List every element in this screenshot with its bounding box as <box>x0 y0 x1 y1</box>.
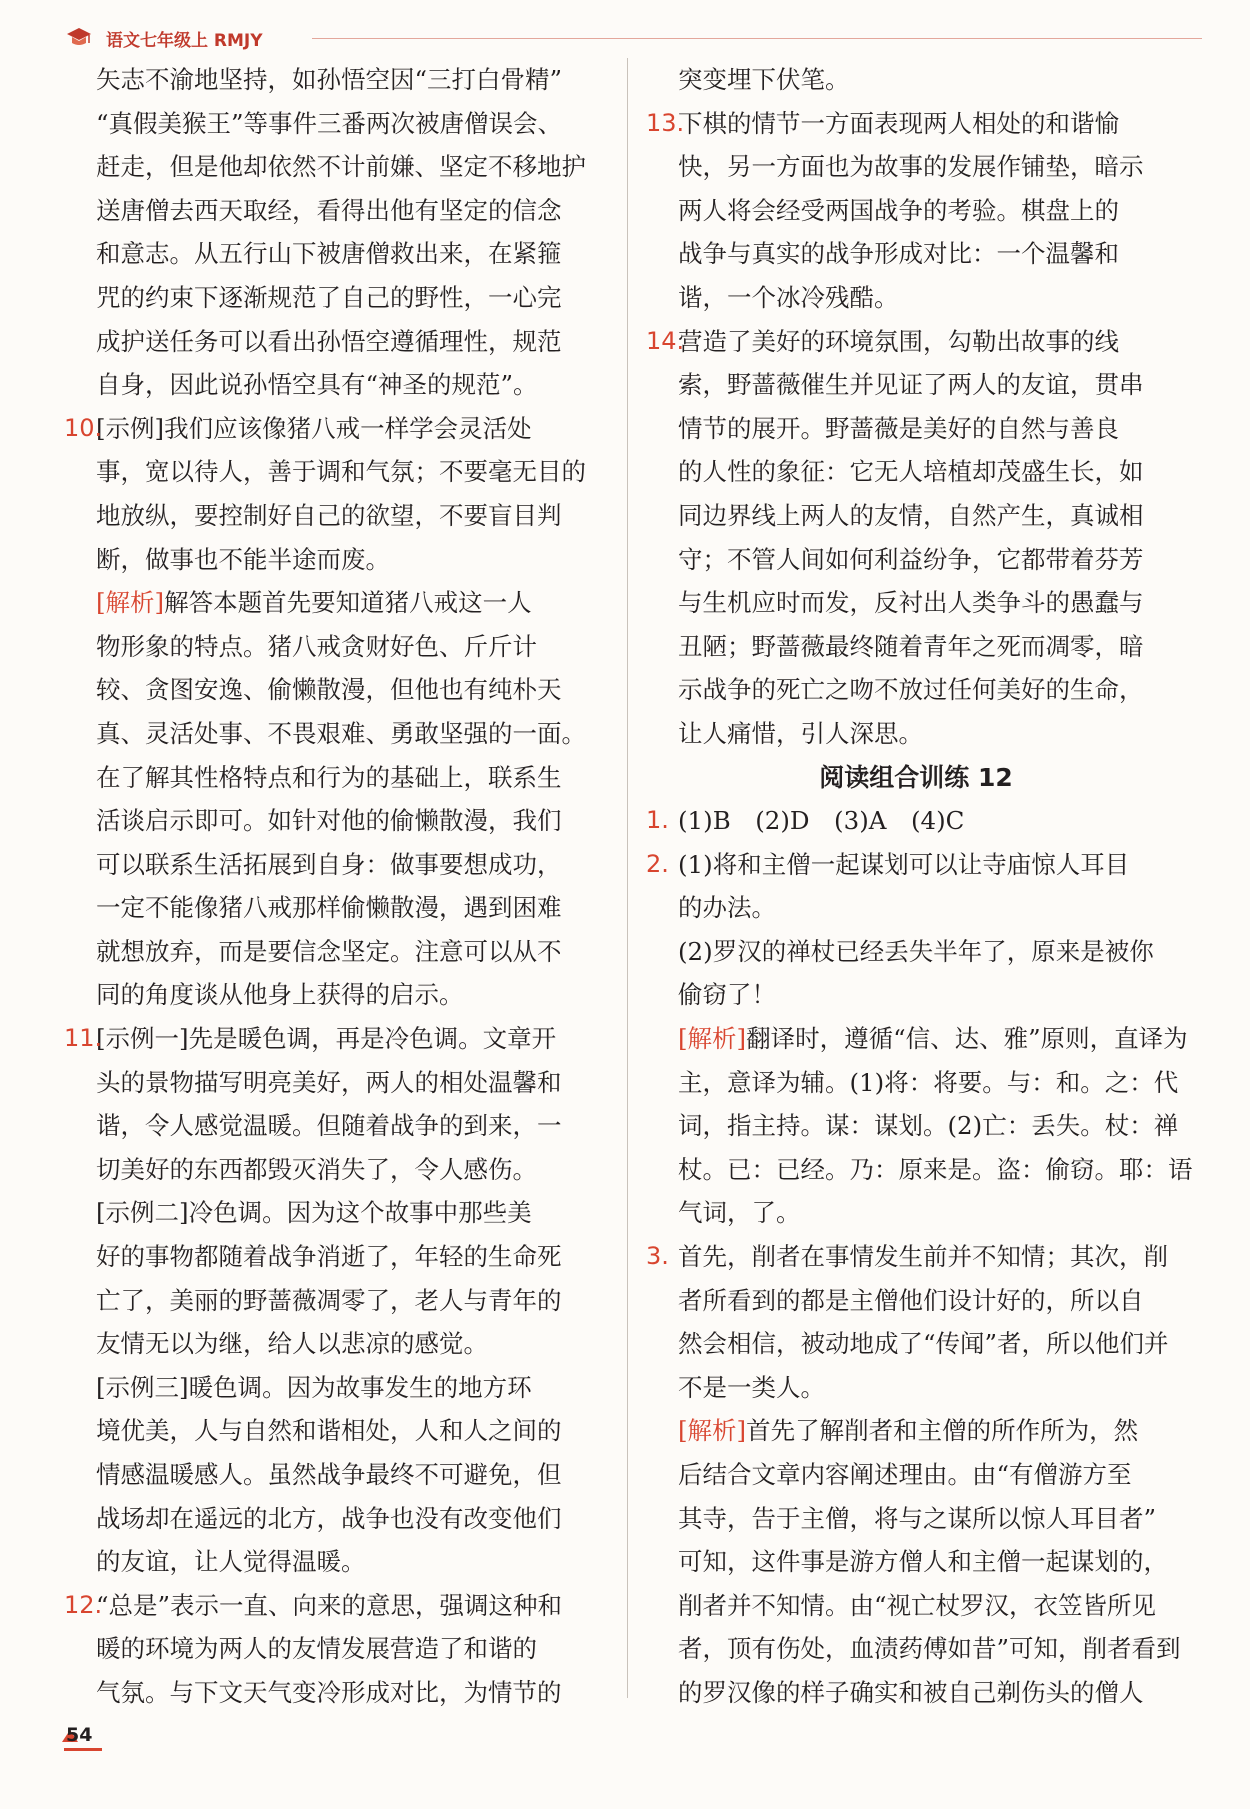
text-line <box>646 102 1186 146</box>
text-line <box>646 625 1186 669</box>
text-line <box>64 276 604 320</box>
text-line <box>646 145 1186 189</box>
line-text: 战场却在遥远的北方，战争也没有改变他们 <box>96 1503 562 1533</box>
line-text: 营造了美好的环境氛围，勾勒出故事的线 <box>678 326 1119 356</box>
line-text: 其寺，告于主僧，将与之谋所以惊人耳目者” <box>678 1503 1157 1533</box>
analysis-tag: [解析] <box>678 1416 747 1446</box>
text-line <box>64 363 604 407</box>
line-text: 然会相信，被动地成了“传闻”者，所以他们并 <box>678 1329 1169 1359</box>
text-line <box>64 1148 604 1192</box>
text-line <box>64 1061 604 1105</box>
text-line <box>646 1279 1186 1323</box>
line-text: 的罗汉像的样子确实和被自己剃伤头的僧人 <box>678 1677 1144 1707</box>
line-text: 情感温暖感人。虽然战争最终不可避免，但 <box>96 1460 562 1489</box>
text-line <box>64 756 604 800</box>
line-text: 索，野蔷薇催生并见证了两人的友谊，贯串 <box>678 370 1144 400</box>
text-line <box>646 276 1186 320</box>
line-text: 矢志不渝地坚持，如孙悟空因“三打白骨精” <box>96 65 563 94</box>
text-line <box>646 363 1186 407</box>
text-line <box>646 232 1186 276</box>
line-text: 快，另一方面也为故事的发展作铺垫，暗示 <box>678 152 1144 182</box>
line-text: (1)B (2)D (3)A (4)C <box>678 806 965 836</box>
column-divider <box>627 58 628 1698</box>
line-text: 一定不能像猪八戒那样偷懒散漫，遇到困难 <box>96 893 562 923</box>
text-line <box>64 843 604 887</box>
text-line <box>64 1322 604 1366</box>
line-text: 两人将会经受两国战争的考验。棋盘上的 <box>678 195 1119 225</box>
line-text: 的友谊，让人觉得温暖。 <box>96 1547 366 1577</box>
line-text: 送唐僧去西天取经，看得出他有坚定的信念 <box>96 195 562 225</box>
text-line <box>646 58 1186 102</box>
text-line <box>646 930 1186 974</box>
line-text: 赶走，但是他却依然不计前嫌、坚定不移地护 <box>96 152 586 182</box>
text-line <box>646 1322 1186 1366</box>
page-header <box>62 22 1202 52</box>
line-text: (2)罗汉的禅杖已经丢失半年了，原来是被你 <box>678 936 1154 966</box>
text-line <box>646 320 1186 364</box>
line-text: 后结合文章内容阐述理由。由“有僧游方至 <box>678 1460 1132 1489</box>
text-line <box>646 1017 1186 1061</box>
text-line <box>64 668 604 712</box>
line-text: 示战争的死亡之吻不放过任何美好的生命， <box>678 675 1144 705</box>
text-line <box>646 1235 1186 1279</box>
text-line <box>646 450 1186 494</box>
text-line <box>64 799 604 843</box>
text-line <box>64 145 604 189</box>
text-line <box>646 1409 1186 1453</box>
text-line <box>64 973 604 1017</box>
line-text: “真假美猴王”等事件三番两次被唐僧误会、 <box>96 108 563 138</box>
line-text: 战争与真实的战争形成对比：一个温馨和 <box>678 239 1119 269</box>
text-line <box>646 494 1186 538</box>
line-text: 咒的约束下逐渐规范了自己的野性，一心完 <box>96 282 562 312</box>
line-text: 翻译时，遵循“信、达、雅”原则，直译为 <box>746 1024 1188 1054</box>
text-line <box>64 886 604 930</box>
text-line <box>64 102 604 146</box>
line-text: 首先了解削者和主僧的所作所为，然 <box>746 1416 1139 1446</box>
line-text: 者，顶有伤处，血渍药傅如昔”可知，削者看到 <box>678 1634 1181 1664</box>
line-text: 境优美，人与自然和谐相处，人和人之间的 <box>96 1416 562 1446</box>
line-text: 气氛。与下文天气变冷形成对比，为情节的 <box>96 1677 562 1707</box>
line-text: 下棋的情节一方面表现两人相处的和谐愉 <box>678 108 1119 138</box>
text-line <box>64 581 604 625</box>
analysis-tag: [解析] <box>96 588 165 618</box>
text-line <box>64 232 604 276</box>
text-line <box>64 1584 604 1628</box>
text-line <box>646 581 1186 625</box>
line-text: 的办法。 <box>678 893 776 923</box>
line-text: 守；不管人间如何利益纷争，它都带着芬芳 <box>678 544 1144 574</box>
line-text: 断，做事也不能半途而废。 <box>96 544 390 574</box>
question-number: 3. <box>646 1242 669 1271</box>
question-number: 13. <box>646 108 685 137</box>
text-line <box>646 407 1186 451</box>
line-text: 谐，一个冰冷残酷。 <box>678 282 899 312</box>
line-text: 较、贪图安逸、偷懒散漫，但他也有纯朴天 <box>96 675 562 705</box>
question-number: 2. <box>646 849 669 878</box>
line-text: 突变埋下伏笔。 <box>678 65 850 94</box>
line-text: 的人性的象征：它无人培植却茂盛生长，如 <box>678 457 1144 487</box>
line-text: 物形象的特点。猪八戒贪财好色、斤斤计 <box>96 631 537 661</box>
book-title: 语文七年级上 RMJY <box>106 31 263 51</box>
header-rule <box>312 38 1202 39</box>
line-text: 偷窃了！ <box>678 980 776 1010</box>
line-text: 亡了，美丽的野蔷薇凋零了，老人与青年的 <box>96 1285 562 1315</box>
line-text: 在了解其性格特点和行为的基础上，联系生 <box>96 762 562 792</box>
text-line <box>64 1671 604 1715</box>
line-text: 削者并不知情。由“视亡杖罗汉，衣笠皆所见 <box>678 1590 1157 1620</box>
line-text: 就想放弃，而是要信念坚定。注意可以从不 <box>96 936 562 966</box>
line-text: 友情无以为继，给人以悲凉的感觉。 <box>96 1329 488 1359</box>
line-text: 谐，令人感觉温暖。但随着战争的到来，一 <box>96 1111 562 1141</box>
question-number: 11. <box>64 1024 103 1053</box>
right-column <box>646 58 1193 1715</box>
line-text: 让人痛惜，引人深思。 <box>678 718 923 748</box>
line-text: 真、灵活处事、不畏艰难、勇敢坚强的一面。 <box>96 718 586 748</box>
line-text: 活谈启示即可。如针对他的偷懒散漫，我们 <box>96 806 562 836</box>
text-line <box>64 1279 604 1323</box>
text-line <box>646 973 1186 1017</box>
question-number: 1. <box>646 806 669 835</box>
page-underline <box>64 1748 102 1751</box>
text-line <box>64 625 604 669</box>
text-line <box>646 1453 1186 1497</box>
line-text: 不是一类人。 <box>678 1372 825 1402</box>
text-line <box>64 58 604 102</box>
text-line <box>64 712 604 756</box>
line-text: 暖的环境为两人的友情发展营造了和谐的 <box>96 1634 537 1664</box>
line-text: 丑陋；野蔷薇最终随着青年之死而凋零，暗 <box>678 631 1144 661</box>
line-text: 与生机应时而发，反衬出人类争斗的愚蠢与 <box>678 588 1144 618</box>
left-column <box>64 58 604 1715</box>
line-text: 同边界线上两人的友情，自然产生，真诚相 <box>678 500 1144 530</box>
text-line <box>64 320 604 364</box>
text-line <box>64 189 604 233</box>
page-number: 54 <box>66 1724 93 1746</box>
question-number: 12. <box>64 1590 103 1619</box>
text-line <box>64 1627 604 1671</box>
text-line <box>646 886 1186 930</box>
line-text: 成护送任务可以看出孙悟空遵循理性，规范 <box>96 326 562 356</box>
text-line <box>646 538 1186 582</box>
line-text: [示例一]先是暖色调，再是冷色调。文章开 <box>96 1024 557 1054</box>
text-line <box>646 189 1186 233</box>
line-text: [示例]我们应该像猪八戒一样学会灵活处 <box>96 413 532 443</box>
text-line <box>64 1017 604 1061</box>
line-text: 自身，因此说孙悟空具有“神圣的规范”。 <box>96 370 538 400</box>
text-line <box>646 1104 1186 1148</box>
line-text: 主，意译为辅。(1)将：将要。与：和。之：代 <box>678 1067 1179 1097</box>
line-text: 地放纵，要控制好自己的欲望，不要盲目判 <box>96 500 562 530</box>
line-text: 词，指主持。谋：谋划。(2)亡：丢失。杖：禅 <box>678 1111 1179 1141</box>
line-text: (1)将和主僧一起谋划可以让寺庙惊人耳目 <box>678 849 1130 879</box>
line-text: 头的景物描写明亮美好，两人的相处温馨和 <box>96 1067 562 1097</box>
text-line <box>64 450 604 494</box>
text-line <box>64 1235 604 1279</box>
line-text: 杖。已：已经。乃：原来是。盗：偷窃。耶：语 <box>678 1154 1193 1184</box>
text-line <box>646 712 1186 756</box>
line-text: 解答本题首先要知道猪八戒这一人 <box>164 588 532 618</box>
text-line <box>64 1540 604 1584</box>
section-heading: 阅读组合训练 12 <box>819 762 1013 792</box>
line-text: 者所看到的都是主僧他们设计好的，所以自 <box>678 1285 1144 1315</box>
text-line <box>64 538 604 582</box>
line-text: “总是”表示一直、向来的意思，强调这种和 <box>96 1590 563 1620</box>
text-line <box>64 407 604 451</box>
text-line <box>64 1366 604 1410</box>
text-line <box>646 1148 1193 1192</box>
text-line <box>646 1540 1186 1584</box>
text-line <box>646 1584 1186 1628</box>
text-line <box>646 1191 1186 1235</box>
text-line <box>646 1061 1186 1105</box>
line-text: 同的角度谈从他身上获得的启示。 <box>96 980 464 1010</box>
text-line <box>646 843 1186 887</box>
line-text: [示例二]冷色调。因为这个故事中那些美 <box>96 1198 532 1228</box>
question-number: 14. <box>646 326 685 355</box>
text-line <box>64 494 604 538</box>
text-line <box>646 1627 1186 1671</box>
line-text: 事，宽以待人，善于调和气氛；不要毫无目的 <box>96 457 586 487</box>
text-line <box>646 1497 1186 1541</box>
text-line <box>64 1104 604 1148</box>
text-line <box>64 1497 604 1541</box>
line-text: 气词，了。 <box>678 1198 801 1228</box>
text-line <box>64 1453 604 1497</box>
analysis-tag: [解析] <box>678 1024 747 1054</box>
line-text: 和意志。从五行山下被唐僧救出来，在紧箍 <box>96 239 562 269</box>
graduation-cap-icon <box>66 26 92 48</box>
question-number: 10. <box>64 413 103 442</box>
text-line <box>646 668 1186 712</box>
line-text: 切美好的东西都毁灭消失了，令人感伤。 <box>96 1154 537 1184</box>
line-text: [示例三]暖色调。因为故事发生的地方环 <box>96 1372 532 1402</box>
text-line <box>646 1671 1186 1715</box>
text-line <box>64 930 604 974</box>
text-line <box>64 1409 604 1453</box>
line-text: 可以联系生活拓展到自身：做事要想成功， <box>96 849 562 879</box>
page-footer <box>64 1718 124 1754</box>
line-text: 好的事物都随着战争消逝了，年轻的生命死 <box>96 1242 562 1272</box>
line-text: 可知，这件事是游方僧人和主僧一起谋划的， <box>678 1547 1168 1577</box>
text-line <box>64 1191 604 1235</box>
text-line <box>646 799 1186 843</box>
text-line <box>646 1366 1186 1410</box>
line-text: 首先，削者在事情发生前并不知情；其次，削 <box>678 1242 1168 1272</box>
line-text: 情节的展开。野蔷薇是美好的自然与善良 <box>678 413 1119 443</box>
